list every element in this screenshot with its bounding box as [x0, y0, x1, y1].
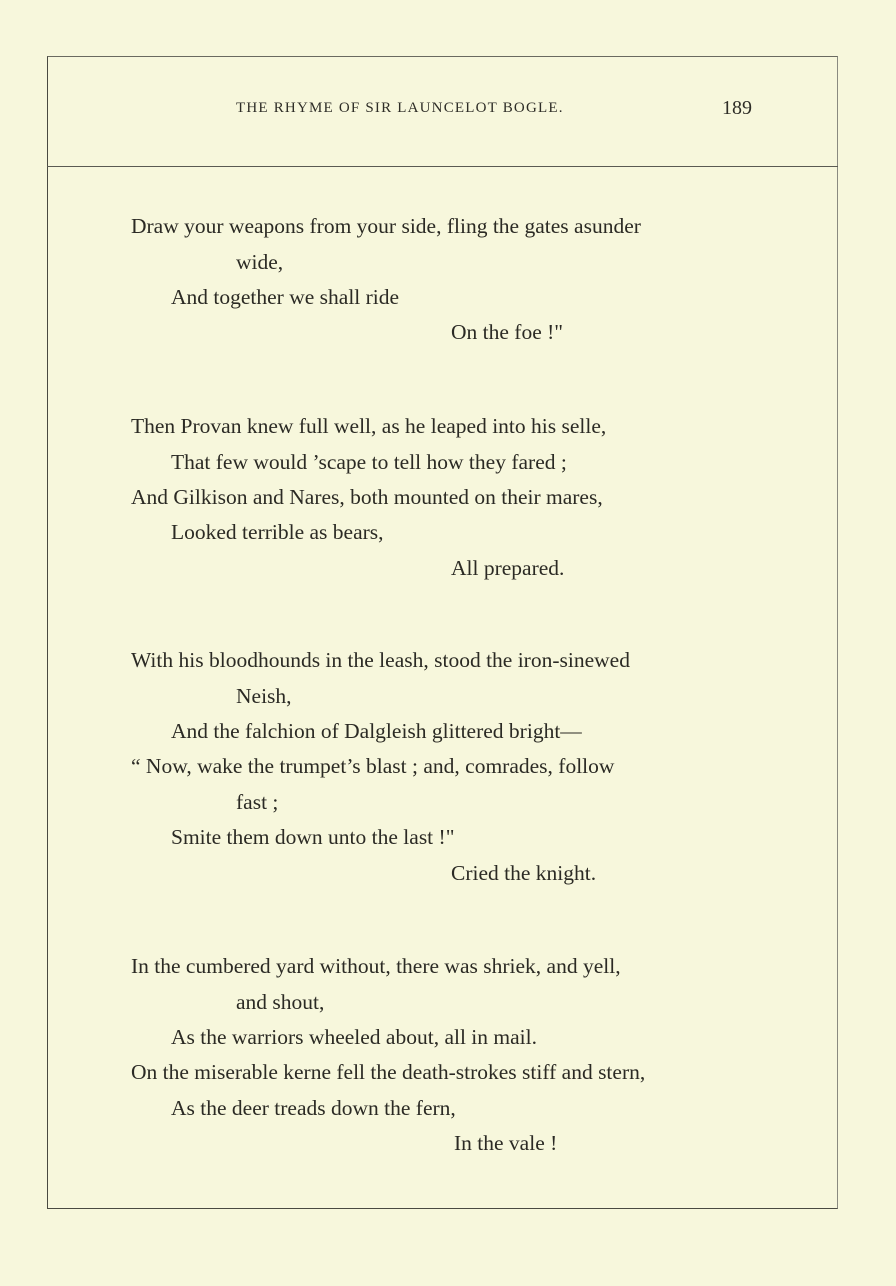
- verse-line: Looked terrible as bears,: [171, 520, 384, 544]
- verse-line: wide,: [236, 250, 284, 274]
- verse-line: Cried the knight.: [451, 861, 597, 885]
- verse-line: As the deer treads down the fern,: [171, 1096, 456, 1120]
- verse-line: With his bloodhounds in the leash, stood the iron-sinewed: [131, 648, 630, 672]
- verse-line: In the cumbered yard without, there was shriek, and yell,: [131, 954, 621, 978]
- page-number: 189: [722, 97, 752, 119]
- verse-line: Smite them down unto the last !": [171, 825, 455, 849]
- verse-line: That few would ’scape to tell how they fared ;: [171, 450, 567, 474]
- verse-line: All prepared.: [451, 556, 565, 580]
- verse-line: And together we shall ride: [171, 285, 400, 309]
- verse-line: fast ;: [236, 790, 279, 814]
- verse-line: On the miserable kerne fell the death-strokes stiff and stern,: [131, 1060, 646, 1084]
- verse-line: Neish,: [236, 684, 292, 708]
- verse-line: and shout,: [236, 990, 325, 1014]
- verse-line: As the warriors wheeled about, all in mail.: [171, 1025, 537, 1049]
- header-rule: [47, 166, 838, 167]
- running-title: THE RHYME OF SIR LAUNCELOT BOGLE.: [236, 100, 564, 116]
- verse-line: “ Now, wake the trumpet’s blast ; and, comrades, follow: [131, 754, 615, 778]
- verse-line: And Gilkison and Nares, both mounted on their mares,: [131, 485, 603, 509]
- verse-line: Then Provan knew full well, as he leaped into his selle,: [131, 414, 607, 438]
- verse-line: In the vale !: [454, 1131, 558, 1155]
- verse-line: Draw your weapons from your side, fling the gates asunder: [131, 214, 641, 238]
- verse-line: On the foe !": [451, 320, 564, 344]
- verse-line: And the falchion of Dalgleish glittered bright—: [171, 719, 582, 743]
